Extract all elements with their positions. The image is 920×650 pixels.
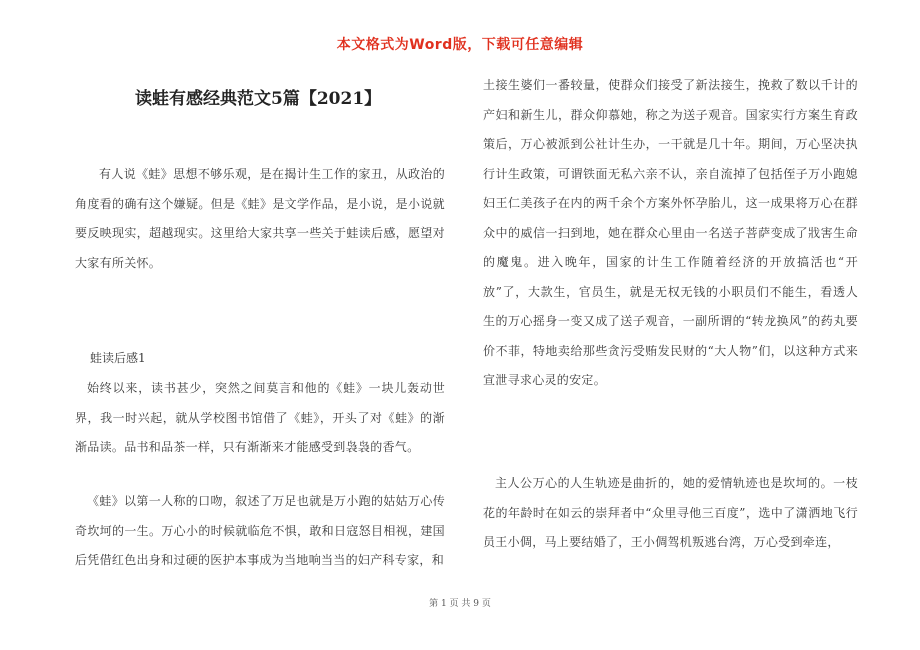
format-banner: 本文格式为Word版，下载可任意编辑 (336, 37, 584, 53)
page-number-footer: 第 1 页 共 9 页 (429, 599, 491, 609)
right-paragraph-2: 主人公万心的人生轨迹是曲折的，她的爱情轨迹也是坎坷的。一枝花的年龄时在如云的崇拜者中“众里寻他三百度”，选中了潇洒地飞行员王小倜，马上要结婚了，王小倜驾机叛逃台湾，万心受到牵连， (483, 476, 858, 549)
section-heading: 蛙读后感1 (90, 351, 146, 365)
right-paragraph-1: 土接生婆们一番较量，使群众们接受了新法接生，挽救了数以千计的产妇和新生儿，群众仰慕她，称之为送子观音。国家实行方案生育政策后，万心被派到公社计生办，一干就是几十年。期间，万心坚决执行计生政策，可谓铁面无私六亲不认，亲自流掉了包括侄子万小跑媳妇王仁美孩子在内的两千余个方案外怀孕胎儿，这一成果将万心在群众中的威信一扫到地，她在群众心里由一名送子菩萨变成了戕害生命的魔鬼。进入晚年，国家的计生工作随着经济的开放搞活也“开放”了，大款生，官员生，就是无权无钱的小职员们不能生，看透人生的万心摇身一变又成了送子观音，一副所谓的“转龙换风”的药丸要价不菲，特地卖给那些贪污受贿发民财的“大人物”们，以这种方式来宣泄寻求心灵的安定。 (483, 78, 858, 387)
left-paragraph-2: 《蛙》以第一人称的口吻，叙述了万足也就是万小跑的姑姑万心传奇坎坷的一生。万心小的时候就临危不惧，敢和日寇怒目相视，建国后凭借红色出身和过硬的医护本事成为当地响当当的妇产科专家，和 (75, 494, 445, 567)
document-title: 读蛙有感经典范文5篇【2021】 (135, 89, 382, 109)
left-paragraph-1: 始终以来，读书甚少，突然之间莫言和他的《蛙》一块儿轰动世界，我一时兴起，就从学校图书馆借了《蛙》，开头了对《蛙》的渐渐品读。品书和品茶一样，只有渐渐来才能感受到袅袅的香气。 (75, 381, 445, 454)
intro-paragraph: 有人说《蛙》思想不够乐观，是在揭计生工作的家丑，从政治的角度看的确有这个嫌疑。但是《蛙》是文学作品，是小说，是小说就要反映现实，超越现实。这里给大家共享一些关于蛙读后感，愿望对大家有所关怀。 (75, 167, 445, 270)
